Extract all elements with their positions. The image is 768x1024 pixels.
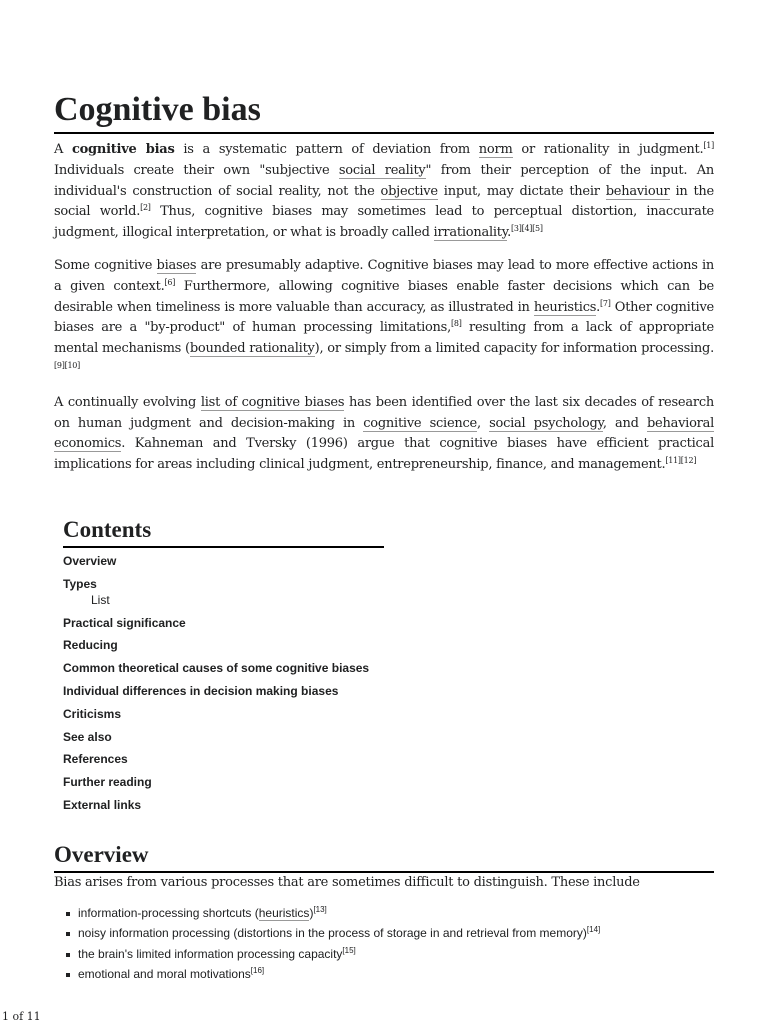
citation-3-5[interactable]: [3][4][5]: [511, 224, 543, 234]
text: Individuals create their own "subjective: [54, 162, 339, 178]
text: . Kahneman and Tversky (1996) argue that cognitive biases have efficient practical implications for areas including clinical judgment, entrepreneurship, finance, and management.: [54, 436, 714, 473]
toc-item-external-links[interactable]: External links: [63, 797, 142, 812]
link-behavioral-economics[interactable]: behavioral economics: [54, 415, 715, 452]
toc-item-references[interactable]: References: [63, 752, 128, 767]
link-list-of-cognitive-biases[interactable]: list of cognitive biases: [200, 394, 345, 410]
citation-15[interactable]: [15]: [342, 945, 356, 955]
text: noisy information processing (distortions in the process of storage in and retrieval from memory): [78, 926, 587, 941]
text: resulting from a lack of appropriate mental mechanisms (: [54, 320, 714, 357]
intro-paragraph-2: [54, 256, 714, 381]
text: are presumably adaptive. Cognitive biases may lead to more effective actions in a given context.: [54, 257, 714, 294]
toc-item-common-theoretical-causes[interactable]: Common theoretical causes of some cognitive biases: [63, 661, 370, 676]
toc-item-reducing[interactable]: Reducing: [63, 638, 118, 653]
text: Furthermore, allowing cognitive biases enable faster decisions which can be desirable when timeliness is more valuable than accuracy, as illustrated in: [54, 278, 714, 315]
link-social-reality[interactable]: social reality: [338, 162, 426, 178]
text: ), or simply from a limited capacity for information processing.: [314, 341, 714, 357]
citation-7[interactable]: [7]: [600, 298, 611, 308]
citation-11-12[interactable]: [11][12]: [665, 456, 697, 466]
toc-item-list[interactable]: List: [91, 592, 110, 607]
toc-list: [63, 554, 384, 813]
citation-16[interactable]: [16]: [250, 966, 265, 976]
text: , and: [602, 415, 647, 431]
citation-1[interactable]: [1]: [703, 141, 714, 150]
text: Thus, cognitive biases may sometimes lead to perceptual distortion, inaccurate judgment, illogical interpretation, or what is broadly called: [54, 204, 714, 241]
article: [54, 90, 714, 988]
text: information-processing shortcuts (: [78, 905, 259, 920]
text: A: [54, 142, 72, 157]
link-behaviour[interactable]: behaviour: [605, 183, 670, 199]
bullet-item: [54, 947, 714, 962]
text: is a systematic pattern of deviation from: [174, 142, 479, 157]
text: has been identified over the last six decades of research on human judgment and decision-making in: [54, 394, 714, 431]
citation-2[interactable]: [2]: [140, 203, 151, 213]
text: in the social world.: [54, 183, 714, 220]
section-heading-overview: Overview: [54, 841, 714, 873]
toc-item-types[interactable]: Types: [63, 576, 97, 591]
text: Other cognitive biases are a "by-product" of human processing limitations,: [54, 299, 714, 336]
bullet-item: [54, 967, 714, 982]
link-biases[interactable]: biases: [156, 257, 197, 273]
toc-item-practical-significance[interactable]: Practical significance: [63, 615, 186, 630]
toc-item-further-reading[interactable]: Further reading: [63, 775, 152, 790]
intro-section: [54, 140, 714, 476]
toc-item-see-also[interactable]: See also: [63, 729, 112, 744]
table-of-contents: [63, 516, 384, 813]
page-title: Cognitive bias: [54, 90, 714, 134]
link-heuristics[interactable]: heuristics: [533, 299, 597, 315]
overview-intro: Bias arises from various processes that are sometimes difficult to distinguish. These include: [54, 874, 640, 890]
toc-item-individual-differences[interactable]: Individual differences in decision making biases: [63, 683, 339, 698]
citation-8[interactable]: [8]: [450, 319, 462, 329]
text: " from their perception of the input. An individual's construction of social reality, not the: [54, 162, 714, 199]
text: or rationality in judgment.: [512, 142, 704, 157]
link-cognitive-science[interactable]: cognitive science: [363, 415, 477, 431]
text: A continually evolving: [54, 394, 201, 410]
link-irrationality[interactable]: irrationality: [433, 225, 508, 241]
text: input, may dictate their: [437, 183, 606, 199]
text: the brain's limited information processing capacity: [78, 946, 343, 961]
toc-heading: Contents: [63, 516, 384, 548]
citation-14[interactable]: [14]: [586, 925, 601, 935]
text: .: [596, 299, 601, 315]
text: emotional and moral motivations: [78, 967, 251, 982]
link-heuristics[interactable]: heuristics: [258, 905, 310, 920]
text: ): [309, 905, 314, 920]
page-number: 1 of 11: [2, 1010, 41, 1023]
bullet-item: [54, 926, 714, 941]
citation-9-10[interactable]: [9][10]: [54, 360, 81, 370]
overview-bullet-list: [54, 906, 714, 983]
link-social-psychology[interactable]: social psychology: [489, 415, 603, 431]
citation-13[interactable]: [13]: [313, 904, 327, 914]
intro-paragraph-3: [54, 393, 714, 476]
bullet-item: [54, 906, 714, 921]
text: Some cognitive: [54, 257, 157, 273]
citation-6[interactable]: [6]: [164, 277, 176, 287]
link-bounded-rationality[interactable]: bounded rationality: [189, 341, 315, 357]
link-objective[interactable]: objective: [380, 183, 438, 199]
link-norm[interactable]: norm: [478, 142, 513, 157]
toc-item-overview[interactable]: Overview: [63, 553, 117, 568]
intro-paragraph-1: [54, 140, 714, 244]
text: ,: [477, 415, 490, 431]
text: .: [507, 225, 512, 241]
bold-term: cognitive bias: [71, 142, 175, 157]
toc-item-criticisms[interactable]: Criticisms: [63, 706, 122, 721]
